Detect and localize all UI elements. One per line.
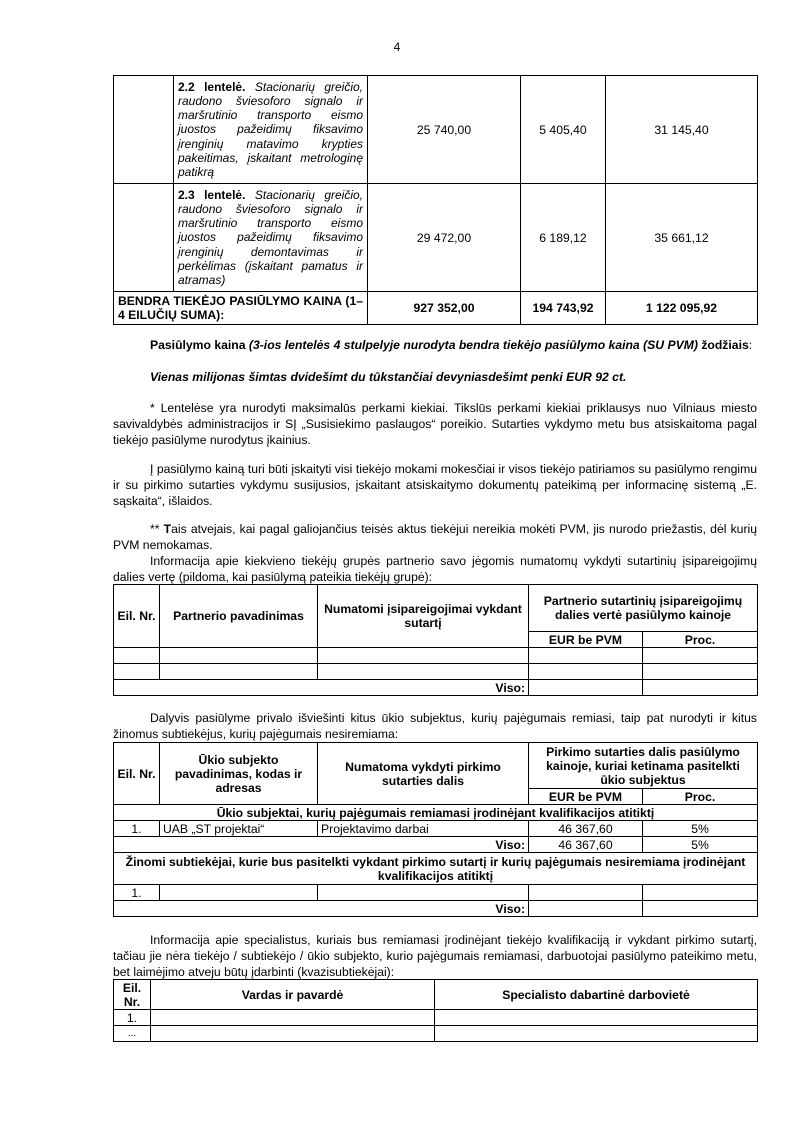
price-with-vat: 35 661,12	[606, 184, 758, 292]
table-row	[114, 1026, 758, 1042]
col-header-value-group: Pirkimo sutarties dalis pasiūlymo kainoje, kuriai ketinama pasitelkti ūkio subjektus	[529, 743, 758, 789]
col-header-no: Eil. Nr.	[114, 980, 151, 1010]
total-eur: 46 367,60	[529, 837, 643, 853]
col-header-partner-name: Partnerio pavadinimas	[160, 585, 318, 648]
row-title-detail: Stacionarių greičio, raudono šviesoforo signalo ir maršrutinio transporto eismo juostos pažeidimų fiksavimo įrenginių matavimo krypties pakeitimas, įskaitant metrologinę patikrą	[178, 79, 364, 179]
cell-eur[interactable]	[529, 648, 643, 664]
col-header-eur: EUR be PVM	[529, 789, 643, 805]
price-table	[113, 75, 758, 325]
cell-obligations[interactable]	[318, 648, 529, 664]
cell-partner-name[interactable]	[160, 664, 318, 680]
subjects-table	[113, 742, 758, 917]
row-title-detail: Stacionarių greičio, raudono šviesoforo signalo ir maršrutinio transporto eismo juostos pažeidimų fiksavimo įrenginių demontavimas ir perkėlimas (įskaitant pamatus ir atramas)	[178, 187, 364, 287]
row-title: 2.3 lentelė.	[178, 187, 246, 202]
cell-no: 1.	[114, 1010, 151, 1026]
total-label: Viso:	[114, 837, 529, 853]
cell-proc[interactable]	[643, 648, 758, 664]
col-header-proc: Proc.	[643, 789, 758, 805]
note-price-inclusions: Į pasiūlymo kainą turi būti įskaityti visi tiekėjo mokami mokesčiai ir visos tiekėjo patiriamos su pasiūlymo rengimu ir su pirkimo sutarties vykdymu susijusios, įskaitant atsiskaitymo dokumentų pateikimą per informacinę sistemą „E. sąskaita“, išlaidos.	[113, 462, 757, 508]
section-header-row	[114, 805, 758, 821]
total-row	[114, 292, 758, 325]
col-header-proc: Proc.	[643, 632, 758, 648]
cell-no[interactable]	[114, 648, 160, 664]
price-label-end: žodžiais	[701, 338, 749, 352]
empty-cell	[114, 184, 174, 292]
row-title: 2.2 lentelė.	[178, 79, 246, 94]
cell-contract-part[interactable]	[318, 885, 529, 901]
cell-proc[interactable]	[643, 885, 758, 901]
cell-workplace[interactable]	[435, 1010, 758, 1026]
cell-eur[interactable]	[529, 664, 643, 680]
header-row	[114, 585, 758, 632]
table-row	[114, 885, 758, 901]
note-initial: T	[163, 522, 172, 536]
total-row	[114, 837, 758, 853]
vat-amount: 6 189,12	[521, 184, 606, 292]
table-row	[114, 664, 758, 680]
cell-eur[interactable]	[529, 885, 643, 901]
total-proc[interactable]	[643, 680, 758, 696]
note-quantities: * Lentelėse yra nurodyti maksimalūs perkami kiekiai. Tikslūs perkami kiekiai priklausys nuo Vilniaus miesto savivaldybės administracijos ir SĮ „Susisiekimo paslaugos“ poreikio. Sutarties vykdymo metu bus atsiskaitoma pagal tiekėjo pasiūlyme nurodytus įkainius.	[113, 401, 757, 447]
table-row	[114, 1010, 758, 1026]
price-in-words-value: Vienas milijonas šimtas dvidešimt du tūkstančiai devyniasdešimt penki EUR 92 ct.	[150, 370, 627, 384]
cell-full-name[interactable]	[151, 1010, 435, 1026]
subjects-intro: Dalyvis pasiūlyme privalo išviešinti kitus ūkio subjektus, kurių pajėgumais remiasi, taip pat nurodyti ir kitus žinomus subtiekėjus, kurių pajėgumais nesiremiama:	[113, 711, 757, 741]
total-price-no-vat: 927 352,00	[368, 292, 521, 325]
col-header-no: Eil. Nr.	[114, 743, 160, 805]
cell-no: ...	[114, 1026, 151, 1042]
total-proc[interactable]	[643, 901, 758, 917]
partner-intro: Informacija apie kiekvieno tiekėjų grupės partnerio savo jėgomis numatomų vykdyti sutartinių įsipareigojimų dalies vertę (pildoma, kai pasiūlymą pateikia tiekėjų grupė):	[113, 554, 757, 584]
cell-partner-name[interactable]	[160, 648, 318, 664]
note-marker: **	[150, 522, 164, 536]
total-label: Viso:	[114, 680, 529, 696]
section-title-relied-subjects: Ūkio subjektai, kurių pajėgumais remiamasi įrodinėjant kvalifikacijos atitiktį	[114, 805, 758, 821]
total-label: Viso:	[114, 901, 529, 917]
table-row	[114, 648, 758, 664]
partner-table	[113, 584, 758, 696]
section-title-known-subsuppliers: Žinomi subtiekėjai, kurie bus pasitelkti vykdant pirkimo sutartį ir kurių pajėgumais nesiremiama įrodinėjant kvalifikacijos atitiktį	[114, 853, 758, 885]
col-header-obligations: Numatomi įsipareigojimai vykdant sutartį	[318, 585, 529, 648]
cell-no: 1.	[114, 821, 160, 837]
col-header-subject-name: Ūkio subjekto pavadinimas, kodas ir adresas	[160, 743, 318, 805]
specialists-intro: Informacija apie specialistus, kuriais bus remiamasi įrodinėjant tiekėjo kvalifikaciją ir vykdant pirkimo sutartį, tačiau jie nėra tiekėjo / subtiekėjo / ūkio subjekto, kurio pajėgumais remiamasi, darbuotojai pasiūlymo pateikimo metu, bet laimėjimo atveju būtų įdarbinti (kvazisubtiekėjai):	[113, 933, 757, 979]
total-label: BENDRA TIEKĖJO PASIŪLYMO KAINA (1–4 EILUČIŲ SUMA):	[114, 292, 368, 325]
cell-contract-part: Projektavimo darbai	[318, 821, 529, 837]
row-description	[174, 184, 368, 292]
col-header-no: Eil. Nr.	[114, 585, 160, 648]
header-row	[114, 980, 758, 1010]
total-proc: 5%	[643, 837, 758, 853]
col-header-eur: EUR be PVM	[529, 632, 643, 648]
cell-no: 1.	[114, 885, 160, 901]
cell-subject-name: UAB „ST projektai“	[160, 821, 318, 837]
cell-eur: 46 367,60	[529, 821, 643, 837]
row-description	[174, 76, 368, 184]
total-price-with-vat: 1 122 095,92	[606, 292, 758, 325]
table-row	[114, 821, 758, 837]
total-eur[interactable]	[529, 680, 643, 696]
total-row	[114, 680, 758, 696]
price-no-vat: 25 740,00	[368, 76, 521, 184]
price-label-detail: (3-ios lentelės 4 stulpelyje nurodyta bendra tiekėjo pasiūlymo kaina (SU PVM)	[248, 338, 698, 352]
col-header-value-group: Partnerio sutartinių įsipareigojimų dalies vertė pasiūlymo kainoje	[529, 585, 758, 632]
specialists-table	[113, 979, 758, 1042]
cell-obligations[interactable]	[318, 664, 529, 680]
col-header-workplace: Specialisto dabartinė darbovietė	[435, 980, 758, 1010]
header-row	[114, 743, 758, 789]
page-number: 4	[393, 40, 401, 54]
col-header-full-name: Vardas ir pavardė	[151, 980, 435, 1010]
total-row	[114, 901, 758, 917]
note-text: ais atvejais, kai pagal galiojančius teisės aktus tiekėjui nereikia mokėti PVM, jis nurodo priežastis, dėl kurių PVM nemokamas.	[113, 522, 757, 552]
cell-no[interactable]	[114, 664, 160, 680]
note-vat	[113, 521, 757, 553]
cell-proc[interactable]	[643, 664, 758, 680]
cell-workplace[interactable]	[435, 1026, 758, 1042]
section-header-row	[114, 853, 758, 885]
total-eur[interactable]	[529, 901, 643, 917]
col-header-contract-part: Numatoma vykdyti pirkimo sutarties dalis	[318, 743, 529, 805]
price-no-vat: 29 472,00	[368, 184, 521, 292]
table-row	[114, 184, 758, 292]
empty-cell	[114, 76, 174, 184]
cell-proc: 5%	[643, 821, 758, 837]
vat-amount: 5 405,40	[521, 76, 606, 184]
price-in-words-label: Pasiūlymo kaina (3-ios lentelės 4 stulpelyje nurodyta bendra tiekėjo pasiūlymo kaina (SU PVM) žodžiais:	[150, 338, 753, 352]
price-label: Pasiūlymo kaina	[150, 338, 246, 352]
cell-full-name[interactable]	[151, 1026, 435, 1042]
total-vat: 194 743,92	[521, 292, 606, 325]
cell-subject-name[interactable]	[160, 885, 318, 901]
price-with-vat: 31 145,40	[606, 76, 758, 184]
table-row	[114, 76, 758, 184]
